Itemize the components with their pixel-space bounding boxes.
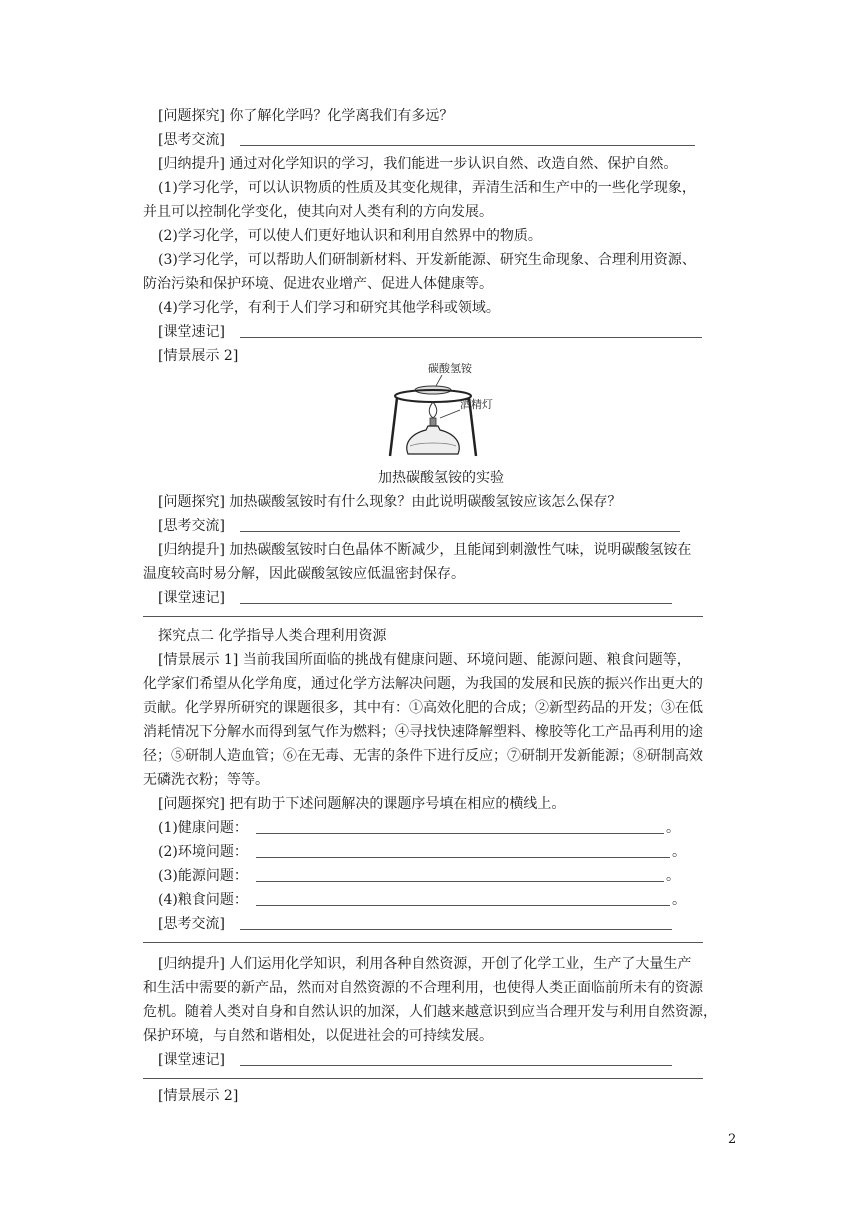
scenario-1-line-b: 化学家们希望从化学角度，通过化学方法解决问题，为我国的发展和民族的振兴作出更大的 [143, 676, 703, 692]
environment-question-blank[interactable] [256, 857, 670, 858]
health-question-end: 。 [666, 820, 680, 836]
point-3-line-a: (3)学习化学，可以帮助人们研制新材料、开发新能源、研究生命现象、合理利用资源、 [158, 252, 696, 268]
summary-1: [归纳提升] 通过对化学知识的学习，我们能进一步认识自然、改造自然、保护自然。 [158, 156, 678, 172]
summary-2-line-a: [归纳提升] 加热碳酸氢铵时白色晶体不断减少，且能闻到刺激性气味，说明碳酸氢铵在 [158, 542, 692, 558]
summary-2-line-b: 温度较高时易分解，因此碳酸氢铵应低温密封保存。 [143, 566, 465, 582]
class-notes-2-blank-b[interactable] [143, 616, 703, 617]
food-question-blank[interactable] [256, 905, 670, 906]
figure-caption: 加热碳酸氢铵的实验 [378, 470, 504, 486]
point-1-line-b: 并且可以控制化学变化，使其向对人类有利的方向发展。 [143, 204, 493, 220]
summary-3-line-a: [归纳提升] 人们运用化学知识，利用各种自然资源，开创了化学工业，生产了大量生产 [158, 956, 692, 972]
think-exchange-1-blank[interactable] [240, 145, 695, 146]
think-exchange-3-label: [思考交流] [158, 916, 225, 932]
scenario-1-line-c: 贡献。化学界所研究的课题很多，其中有：①高效化肥的合成；②新型药品的开发；③在低 [143, 700, 703, 716]
think-exchange-3-blank-b[interactable] [143, 942, 703, 943]
class-notes-3-blank-a[interactable] [240, 1065, 672, 1066]
point-4: (4)学习化学，有利于人们学习和研究其他学科或领域。 [158, 300, 500, 316]
think-exchange-2-blank[interactable] [240, 531, 680, 532]
energy-question-blank[interactable] [256, 881, 664, 882]
environment-question-label: (2)环境问题： [158, 844, 248, 860]
think-exchange-3-blank-a[interactable] [240, 929, 672, 930]
question-explore-1: [问题探究] 你了解化学吗？化学离我们有多远？ [158, 108, 454, 124]
ammonium-bicarbonate-heating-figure [370, 358, 520, 464]
figure-label-right: 酒精灯 [460, 398, 493, 411]
class-notes-1-blank[interactable] [240, 337, 702, 338]
health-question-label: (1)健康问题： [158, 820, 248, 836]
food-question-label: (4)粮食问题： [158, 892, 248, 908]
class-notes-2-label: [课堂速记] [158, 590, 225, 606]
page-number: 2 [728, 1132, 737, 1147]
scenario-2-label: [情景展示 2] [158, 348, 239, 364]
energy-question-end: 。 [666, 868, 680, 884]
scenario-1-line-a: [情景展示 1] 当前我国所面临的挑战有健康问题、环境问题、能源问题、粮食问题等， [158, 652, 691, 668]
point-1-line-a: (1)学习化学，可以认识物质的性质及其变化规律，弄清生活和生产中的一些化学现象， [158, 180, 696, 196]
question-explore-3: [问题探究] 把有助于下述问题解决的课题序号填在相应的横线上。 [158, 796, 566, 812]
think-exchange-2-label: [思考交流] [158, 518, 225, 534]
think-exchange-1-label: [思考交流] [158, 132, 225, 148]
point-3-line-b: 防治污染和保护环境、促进农业增产、促进人体健康等。 [143, 276, 493, 292]
point-2: (2)学习化学，可以使人们更好地认识和利用自然界中的物质。 [158, 228, 542, 244]
scenario-2b-label: [情景展示 2] [158, 1088, 239, 1104]
section-heading-2: 探究点二 化学指导人类合理利用资源 [158, 628, 387, 644]
class-notes-3-label: [课堂速记] [158, 1052, 225, 1068]
scenario-1-line-e: 径；⑤研制人造血管；⑥在无毒、无害的条件下进行反应；⑦研制开发新能源；⑧研制高效 [143, 748, 703, 764]
question-explore-2: [问题探究] 加热碳酸氢铵时有什么现象？由此说明碳酸氢铵应该怎么保存？ [158, 494, 622, 510]
figure-label-top: 碳酸氢铵 [428, 362, 472, 375]
summary-3-line-d: 保护环境，与自然和谐相处，以促进社会的可持续发展。 [143, 1028, 493, 1044]
health-question-blank[interactable] [256, 833, 664, 834]
class-notes-1-label: [课堂速记] [158, 324, 225, 340]
environment-question-end: 。 [672, 844, 686, 860]
summary-3-line-c: 危机。随着人类对自身和自然认识的加深，人们越来越意识到应当合理开发与利用自然资源， [143, 1004, 717, 1020]
energy-question-label: (3)能源问题： [158, 868, 248, 884]
scenario-1-line-f: 无磷洗衣粉；等等。 [143, 772, 269, 788]
class-notes-3-blank-b[interactable] [143, 1078, 703, 1079]
food-question-end: 。 [672, 892, 686, 908]
scenario-1-line-d: 消耗情况下分解水而得到氢气作为燃料；④寻找快速降解塑料、橡胶等化工产品再利用的途 [143, 724, 703, 740]
summary-3-line-b: 和生活中需要的新产品，然而对自然资源的不合理利用，也使得人类正面临前所未有的资源 [143, 980, 703, 996]
class-notes-2-blank-a[interactable] [240, 603, 672, 604]
